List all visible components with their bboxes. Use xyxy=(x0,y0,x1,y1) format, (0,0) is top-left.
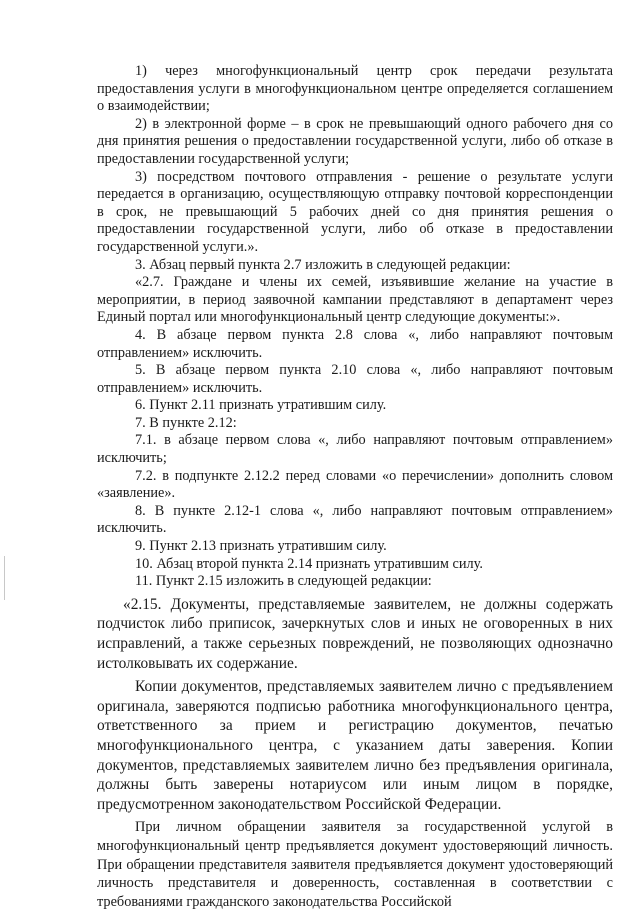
paragraph: 5. В абзаце первом пункта 2.10 слова «, либо направляют почтовым отправлением» исключить. xyxy=(97,362,613,396)
paragraph: 3) посредством почтового отправления - решение о результате услуги передается в организацию, осуществляющую отправку почтовой корреспонденции в срок, не превышающий 5 рабочих дней со дня принятия решения о предоставлении государственной услуги, либо об отказе в предоставлении государственной услуги.». xyxy=(97,168,613,255)
paragraph: 7. В пункте 2.12: xyxy=(135,414,237,431)
paragraph: 9. Пункт 2.13 признать утратившим силу. xyxy=(135,538,387,555)
paragraph: 3. Абзац первый пункта 2.7 изложить в следующей редакции: xyxy=(135,256,511,273)
paragraph: 4. В абзаце первом пункта 2.8 слова «, либо направляют почтовым отправлением» исключить. xyxy=(97,326,613,361)
paragraph: Копии документов, представляемых заявителем лично с предъявлением оригинала, заверяются подписью работника многофункционального центра, ответственного за прием и регистрацию документов, печатью многофункционального центра, с указанием даты заверения. Копии документов, представляемых заявителем лично без предъявления оригинала, должны быть заверены нотариусом или иным лицом в порядке, предусмотренном законодательством Российской Федерации. xyxy=(97,678,613,813)
paragraph: 7.2. в подпункте 2.12.2 перед словами «о перечислении» дополнить словом «заявление». xyxy=(97,467,613,502)
paragraph: 10. Абзац второй пункта 2.14 признать утратившим силу. xyxy=(135,555,483,572)
scan-margin-mark xyxy=(4,556,5,600)
paragraph: 1) через многофункциональный центр срок передачи результата предоставления услуги в многофункциональном центре определяется соглашением о взаимодействии; xyxy=(97,63,613,115)
document-body xyxy=(97,63,613,911)
paragraph: 8. В пункте 2.12-1 слова «, либо направляют почтовым отправлением» исключить. xyxy=(97,502,613,537)
paragraph: 6. Пункт 2.11 признать утратившим силу. xyxy=(135,397,387,414)
paragraph: «2.7. Граждане и члены их семей, изъявившие желание на участие в мероприятии, в период заявочной кампании представляют в департамент через Единый портал или многофункциональный центр следующие документы:». xyxy=(97,274,613,326)
paragraph: «2.15. Документы, представляемые заявителем, не должны содержать подчисток либо приписок, зачеркнутых слов и иных не оговоренных в них исправлений, а также серьезных повреждений, не позволяющих однозначно истолковывать их содержание. xyxy=(97,595,613,672)
paragraph: 7.1. в абзаце первом слова «, либо направляют почтовым отправлением» исключить; xyxy=(97,432,613,467)
paragraph: При личном обращении заявителя за государственной услугой в многофункциональный центр предъявляется документ удостоверяющий личность. При обращении представителя заявителя предъявляется документ удостоверяющий личность представителя и доверенность, составленная в соответствии с требованиями гражданского законодательства Российской xyxy=(97,819,613,910)
paragraph: 11. Пункт 2.15 изложить в следующей редакции: xyxy=(135,573,432,590)
paragraph: 2) в электронной форме – в срок не превышающий одного рабочего дня со дня принятия решения о предоставлении государственной услуги, либо об отказе в предоставлении государственной услуги; xyxy=(97,115,613,167)
